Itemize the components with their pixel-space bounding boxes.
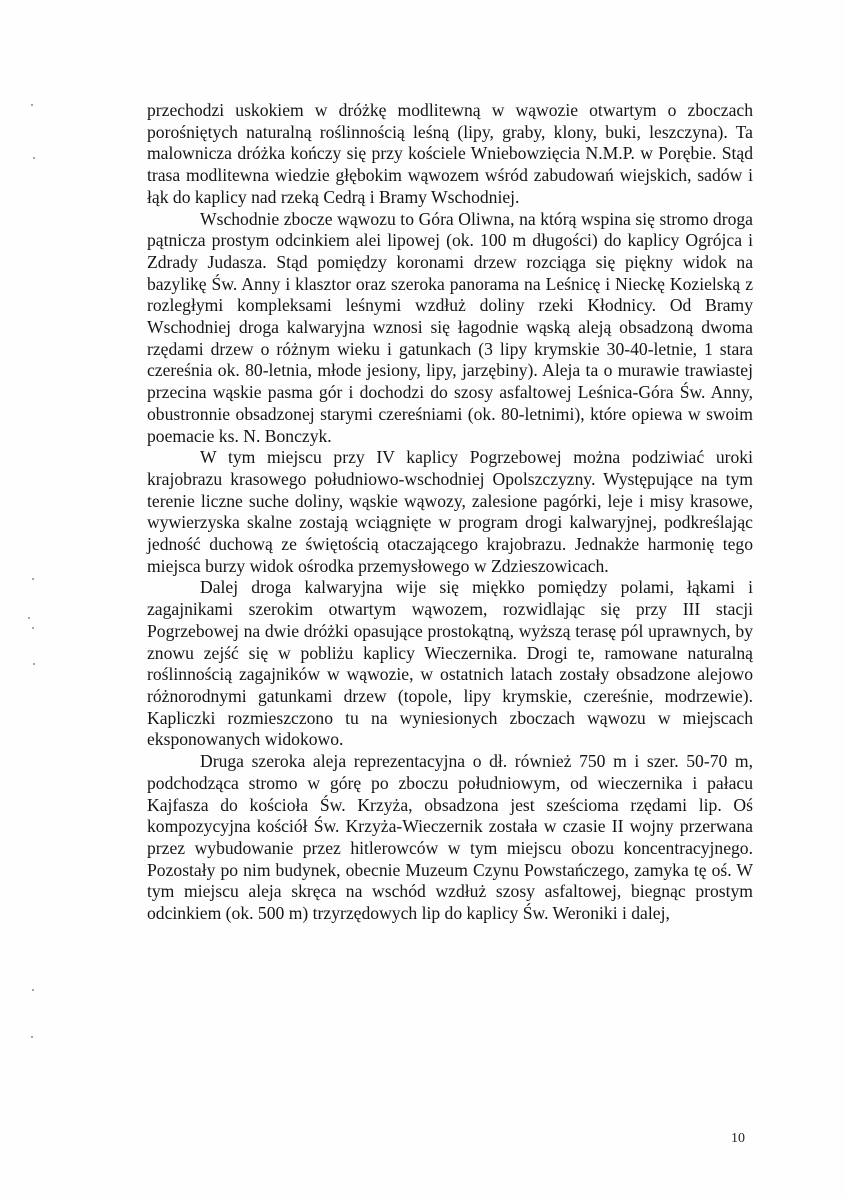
scan-speck bbox=[31, 104, 33, 106]
paragraph: Wschodnie zbocze wąwozu to Góra Oliwna, na którą wspina się stromo droga pątnicza prostym odcinkiem alei lipowej (ok. 100 m długości) do kaplicy Ogrójca i Zdrady Judasza. Stąd pomiędzy koronami drzew rozciąga się piękny widok na bazylikę Św. Anny i klasztor oraz szeroka panorama na Leśnicę i Nieckę Kozielską z rozległymi kompleksami leśnymi wzdłuż doliny rzeki Kłodnicy. Od Bramy Wschodniej droga kalwaryjna wznosi się łagodnie wąską aleją obsadzoną dwoma rzędami drzew o różnym wieku i gatunkach (3 lipy krymskie 30-40-letnie, 1 stara czereśnia ok. 80-letnia, młode jesiony, lipy, jarzębiny). Aleja ta o murawie trawiastej przecina wąskie pasma gór i dochodzi do szosy asfaltowej Leśnica-Góra Św. Anny, obustronnie obsadzonej starymi czereśniami (ok. 80-letnimi), które opiewa w swoim poemacie ks. N. Bonczyk. bbox=[147, 208, 753, 446]
scan-speck bbox=[33, 663, 35, 665]
page-number: 10 bbox=[731, 1131, 745, 1146]
body-text bbox=[147, 100, 753, 925]
scan-speck bbox=[32, 578, 34, 580]
scan-speck bbox=[31, 1036, 33, 1038]
paragraph: przechodzi uskokiem w dróżkę modlitewną w wąwozie otwartym o zboczach porośniętych naturalną roślinnością leśną (lipy, graby, klony, buki, leszczyna). Ta malownicza dróżka kończy się przy kościele Wniebowzięcia N.M.P. w Porębie. Stąd trasa modlitewna wiedzie głębokim wąwozem wśród zabudowań wiejskich, sadów i łąk do kaplicy nad rzeką Cedrą i Bramy Wschodniej. bbox=[147, 100, 753, 207]
scan-speck bbox=[32, 989, 34, 991]
scan-speck bbox=[33, 157, 35, 159]
scan-speck bbox=[28, 617, 30, 619]
paragraph: Dalej droga kalwaryjna wije się miękko pomiędzy polami, łąkami i zagajnikami szerokim otwartym wąwozem, rozwidlając się przy III stacji Pogrzebowej na dwie dróżki opasujące prostokątną, wyższą terasę pól uprawnych, by znowu zejść się w pobliżu kaplicy Wieczernika. Drogi te, ramowane naturalną roślinnością zagajników w wąwozie, w ostatnich latach zostały obsadzone alejowo różnorodnymi gatunkami drzew (topole, lipy krymskie, czereśnie, modrzewie). Kapliczki rozmieszczono tu na wyniesionych zboczach wąwozu w miejscach eksponowanych widokowo. bbox=[147, 577, 753, 750]
paragraph: W tym miejscu przy IV kaplicy Pogrzebowej można podziwiać uroki krajobrazu krasowego południowo-wschodniej Opolszczyzny. Występujące na tym terenie liczne suche doliny, wąskie wąwozy, zalesione pagórki, leje i misy krasowe, wywierzyska skalne zostają wciągnięte w program drogi kalwaryjnej, podkreślając jedność duchową ze świętością otaczającego krajobrazu. Jednakże harmonię tego miejsca burzy widok ośrodka przemysłowego w Zdzieszowicach. bbox=[147, 447, 753, 576]
scan-speck bbox=[32, 627, 34, 629]
paragraph: Druga szeroka aleja reprezentacyjna o dł. również 750 m i szer. 50-70 m, podchodząca stromo w górę po zboczu południowym, od wieczernika i pałacu Kajfasza do kościoła Św. Krzyża, obsadzona jest sześcioma rzędami lip. Oś kompozycyjna kościół Św. Krzyża-Wieczernik została w czasie II wojny przerwana przez wybudowanie przez hitlerowców w tym miejscu obozu koncentracyjnego. Pozostały po nim budynek, obecnie Muzeum Czynu Powstańczego, zamyka tę oś. W tym miejscu aleja skręca na wschód wzdłuż szosy asfaltowej, biegnąc prostym odcinkiem (ok. 500 m) trzyrzędowych lip do kaplicy Św. Weroniki i dalej, bbox=[147, 751, 753, 924]
